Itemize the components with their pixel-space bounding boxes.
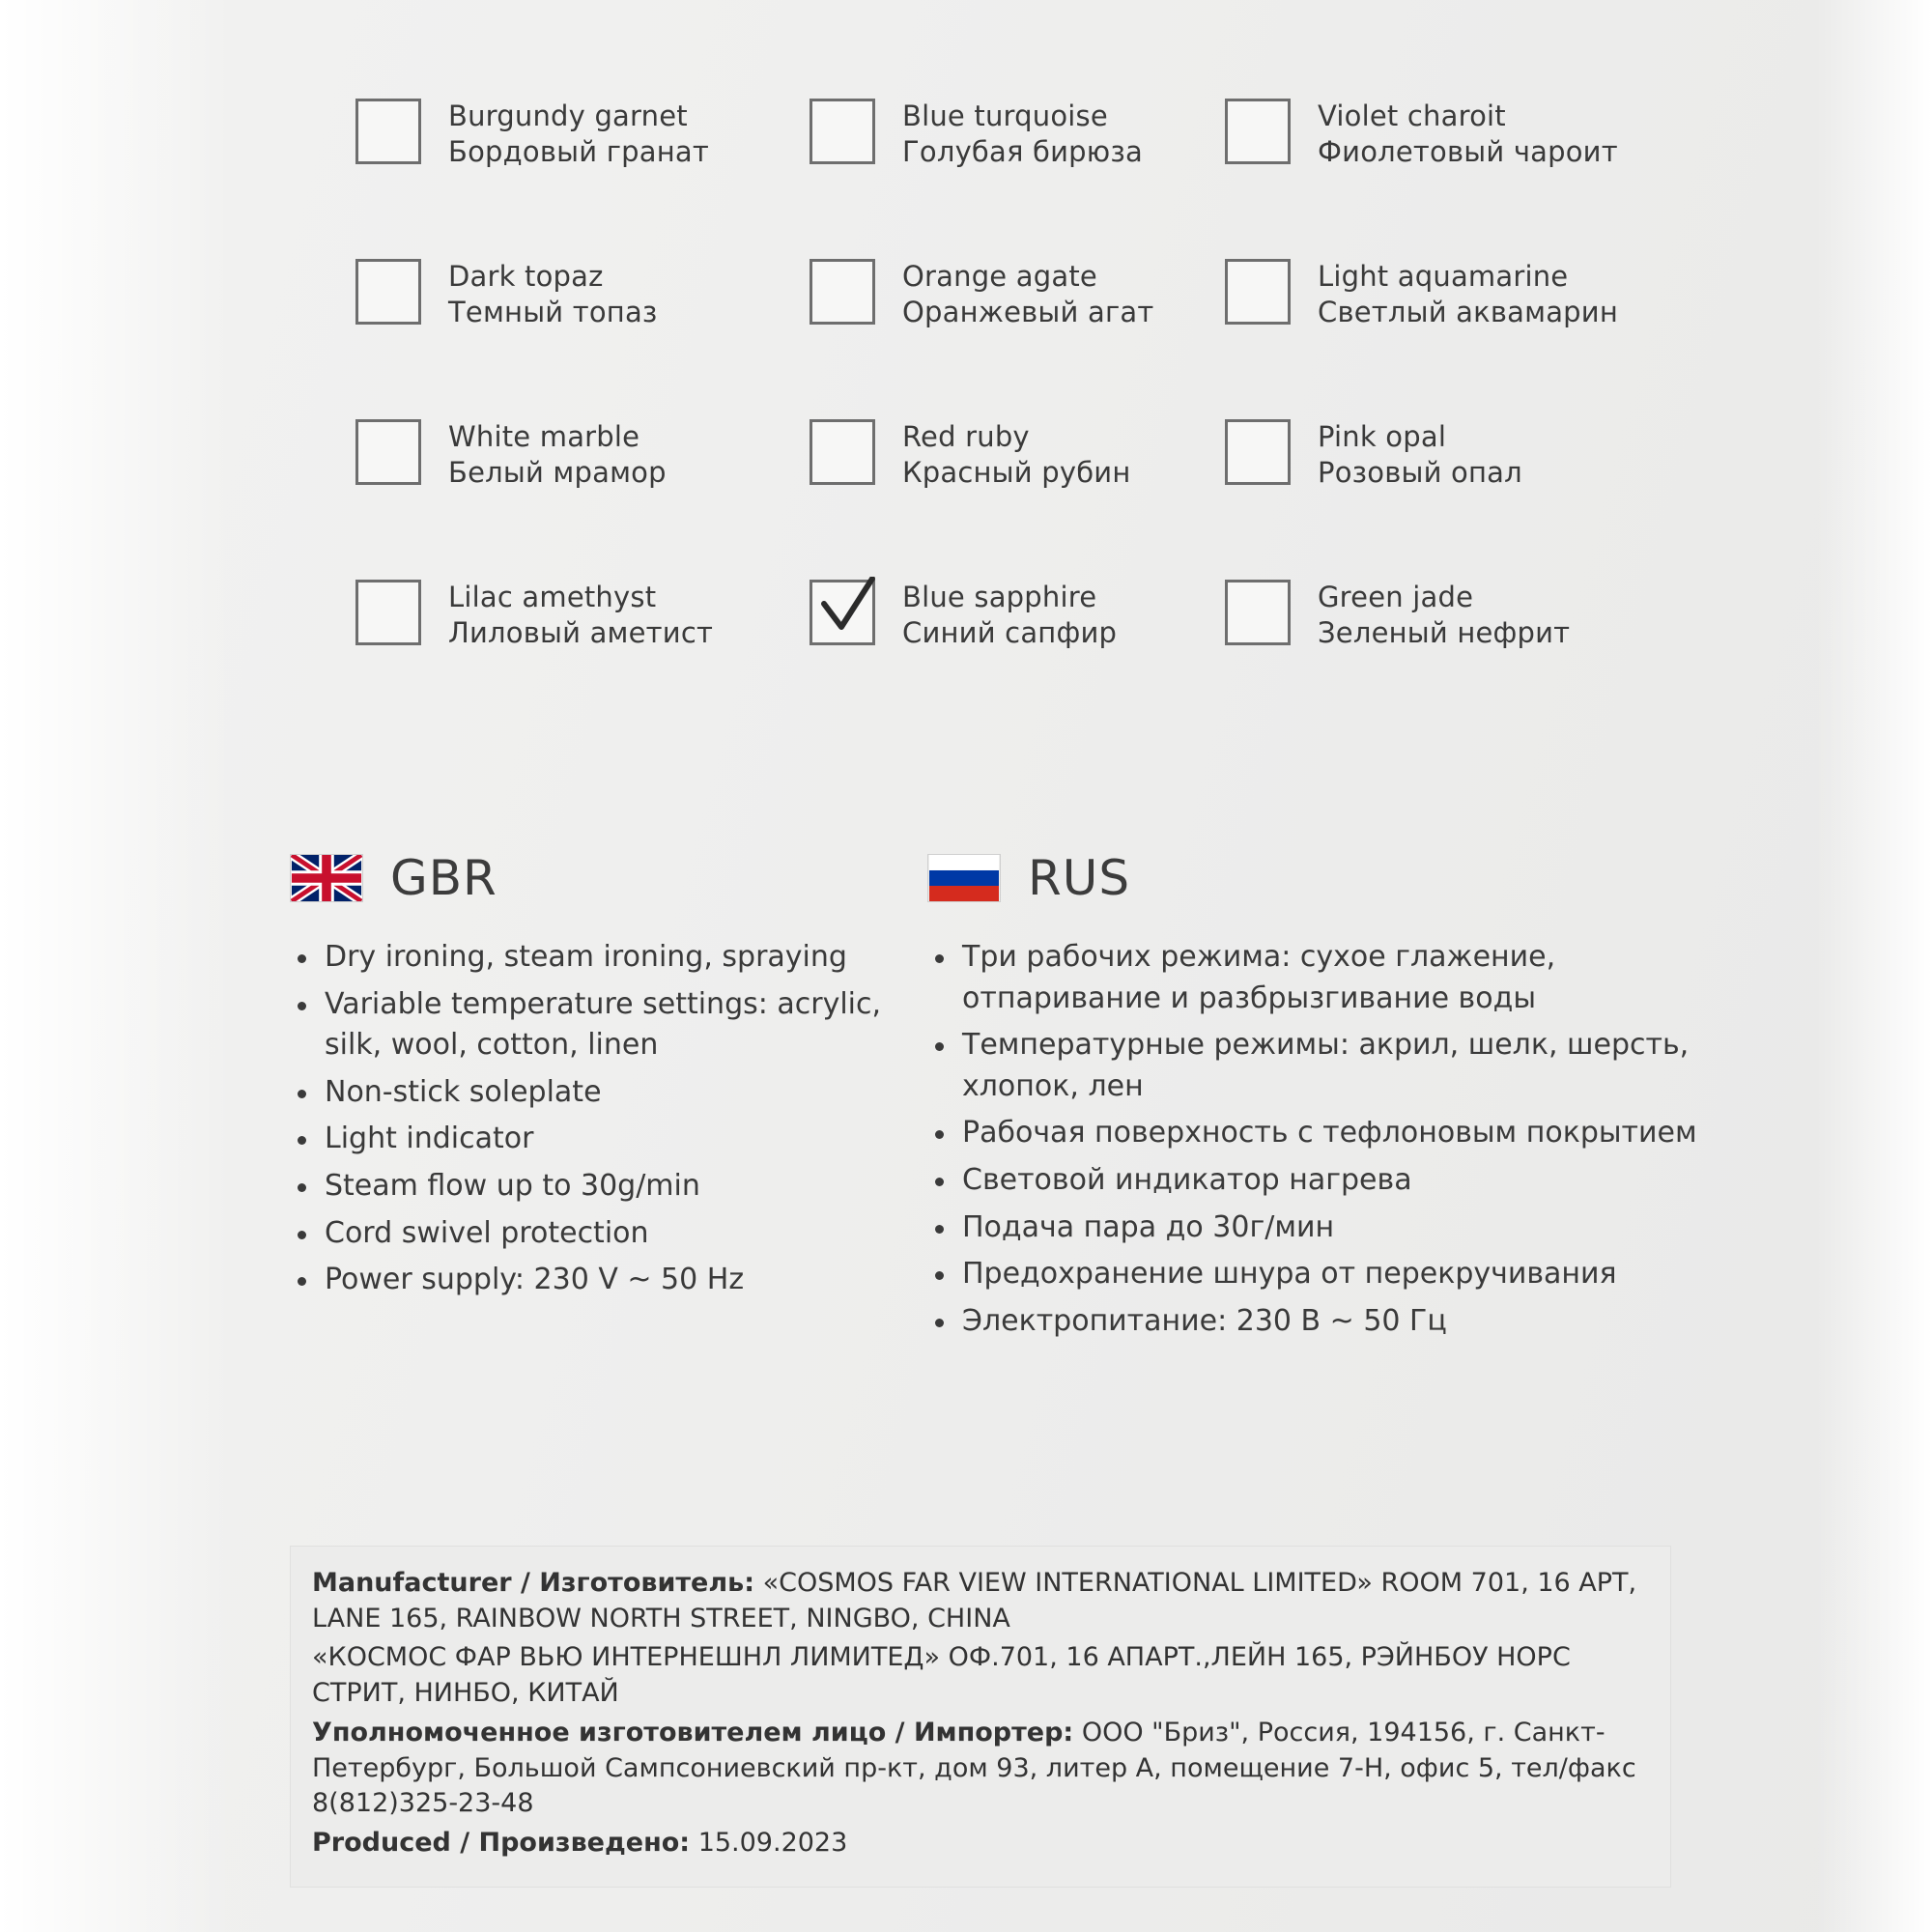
color-name-en: Burgundy garnet [448,99,688,132]
color-option[interactable] [1225,417,1640,578]
color-name-en: Green jade [1318,581,1474,613]
color-name-ru: Темный топаз [448,296,658,329]
color-option-labels [902,417,1131,491]
color-option[interactable] [810,97,1225,257]
color-name-en: Light aquamarine [1318,260,1569,293]
importer-label: Уполномоченное изготовителем лицо / Импортер: [312,1717,1074,1747]
color-name-ru: Зеленый нефрит [1318,616,1571,650]
color-name-ru: Красный рубин [902,456,1131,490]
checkbox-dark-topaz[interactable] [355,259,421,325]
color-option-labels [1318,578,1570,651]
manufacturer-label: Manufacturer / Изготовитель: [312,1568,754,1598]
feature-item: Предохранение шнура от перекручивания [927,1254,1719,1295]
feature-item: Dry ironing, steam ironing, spraying [290,937,927,979]
color-name-ru: Синий сапфир [902,616,1118,650]
feature-item: Non-stick soleplate [290,1072,927,1114]
feature-item: Рабочая поверхность с тефлоновым покрытием [927,1113,1719,1154]
color-name-ru: Оранжевый агат [902,296,1154,329]
color-option[interactable] [355,257,810,417]
color-name-ru: Розовый опал [1318,456,1522,490]
checkbox-green-jade[interactable] [1225,580,1291,645]
features-column-rus [927,850,1719,1348]
manufacturer-info-box [290,1546,1671,1888]
color-option-labels [448,257,658,330]
produced-line [312,1826,1649,1861]
feature-item: Cord swivel protection [290,1213,927,1255]
feature-item: Light indicator [290,1119,927,1160]
checkbox-blue-sapphire[interactable] [810,580,875,645]
feature-list-gbr [290,937,927,1301]
produced-label: Produced / Произведено: [312,1828,691,1859]
language-heading-rus [927,850,1719,906]
color-option-labels [448,97,709,170]
color-name-ru: Светлый аквамарин [1318,296,1618,329]
color-option-labels [1318,417,1522,491]
color-name-en: Lilac amethyst [448,581,657,613]
color-name-en: Dark topaz [448,260,604,293]
color-option[interactable] [1225,257,1640,417]
checkbox-burgundy-garnet[interactable] [355,99,421,164]
importer-line [312,1716,1649,1822]
color-name-en: White marble [448,420,640,453]
checkbox-red-ruby[interactable] [810,419,875,485]
feature-item: Световой индикатор нагрева [927,1160,1719,1202]
color-option[interactable] [810,578,1225,738]
color-name-en: Pink opal [1318,420,1447,453]
language-code-gbr: GBR [390,850,497,906]
feature-item: Температурные режимы: акрил, шелк, шерсть, хлопок, лен [927,1025,1719,1107]
color-option-labels [1318,97,1618,170]
color-name-ru: Голубая бирюза [902,135,1143,169]
union-jack-flag-icon [290,854,363,902]
checkbox-pink-opal[interactable] [1225,419,1291,485]
feature-item: Power supply: 230 V ~ 50 Hz [290,1260,927,1301]
checkmark-icon [820,577,876,635]
color-option[interactable] [355,97,810,257]
color-name-en: Red ruby [902,420,1030,453]
manufacturer-value: «COSMOS FAR VIEW INTERNATIONAL LIMITED» ROOM 701, 16 APT, LANE 165, RAINBOW NORTH STREET, NINGBO, CHINA [312,1568,1637,1634]
language-heading-gbr [290,850,927,906]
color-option-labels [902,97,1143,170]
color-option[interactable] [355,578,810,738]
color-option-labels [448,578,713,651]
color-name-en: Violet charoit [1318,99,1506,132]
color-option[interactable] [1225,578,1640,738]
color-name-en: Orange agate [902,260,1097,293]
feature-item: Variable temperature settings: acrylic, silk, wool, cotton, linen [290,984,927,1066]
color-name-ru: Фиолетовый чароит [1318,135,1618,169]
checkbox-white-marble[interactable] [355,419,421,485]
features-section [290,850,1719,1348]
feature-item: Steam flow up to 30g/min [290,1166,927,1208]
importer-value: ООО "Бриз", Россия, 194156, г. Санкт-Петербург, Большой Сампсониевский пр-кт, дом 93, литер А, помещение 7-Н, офис 5, тел/факс 8(812)325-23-48 [312,1717,1636,1819]
feature-item: Электропитание: 230 В ~ 50 Гц [927,1301,1719,1343]
color-name-en: Blue turquoise [902,99,1108,132]
color-options-grid [355,97,1640,738]
language-code-rus: RUS [1028,850,1131,906]
color-name-ru: Лиловый аметист [448,616,714,650]
feature-list-rus [927,937,1719,1342]
checkbox-blue-turquoise[interactable] [810,99,875,164]
color-option[interactable] [810,417,1225,578]
color-option-labels [1318,257,1618,330]
color-option[interactable] [355,417,810,578]
color-name-en: Blue sapphire [902,581,1097,613]
color-option-labels [902,257,1153,330]
features-column-gbr [290,850,927,1348]
color-option[interactable] [1225,97,1640,257]
color-option[interactable] [810,257,1225,417]
checkbox-orange-agate[interactable] [810,259,875,325]
feature-item: Подача пара до 30г/мин [927,1208,1719,1249]
color-option-labels [902,578,1117,651]
color-option-labels [448,417,667,491]
manufacturer-line [312,1566,1649,1636]
manufacturer-ru-line: «КОСМОС ФАР ВЬЮ ИНТЕРНЕШНЛ ЛИМИТЕД» ОФ.701, 16 АПАРТ.,ЛЕЙН 165, РЭЙНБОУ НОРС СТРИТ, НИНБО, КИТАЙ [312,1642,1571,1709]
russian-flag-icon [927,854,1001,902]
color-name-ru: Бордовый гранат [448,135,709,169]
produced-value: 15.09.2023 [690,1828,848,1859]
checkbox-light-aquamarine[interactable] [1225,259,1291,325]
checkbox-lilac-amethyst[interactable] [355,580,421,645]
feature-item: Три рабочих режима: сухое глажение, отпаривание и разбрызгивание воды [927,937,1719,1019]
color-name-ru: Белый мрамор [448,456,667,490]
checkbox-violet-charoit[interactable] [1225,99,1291,164]
